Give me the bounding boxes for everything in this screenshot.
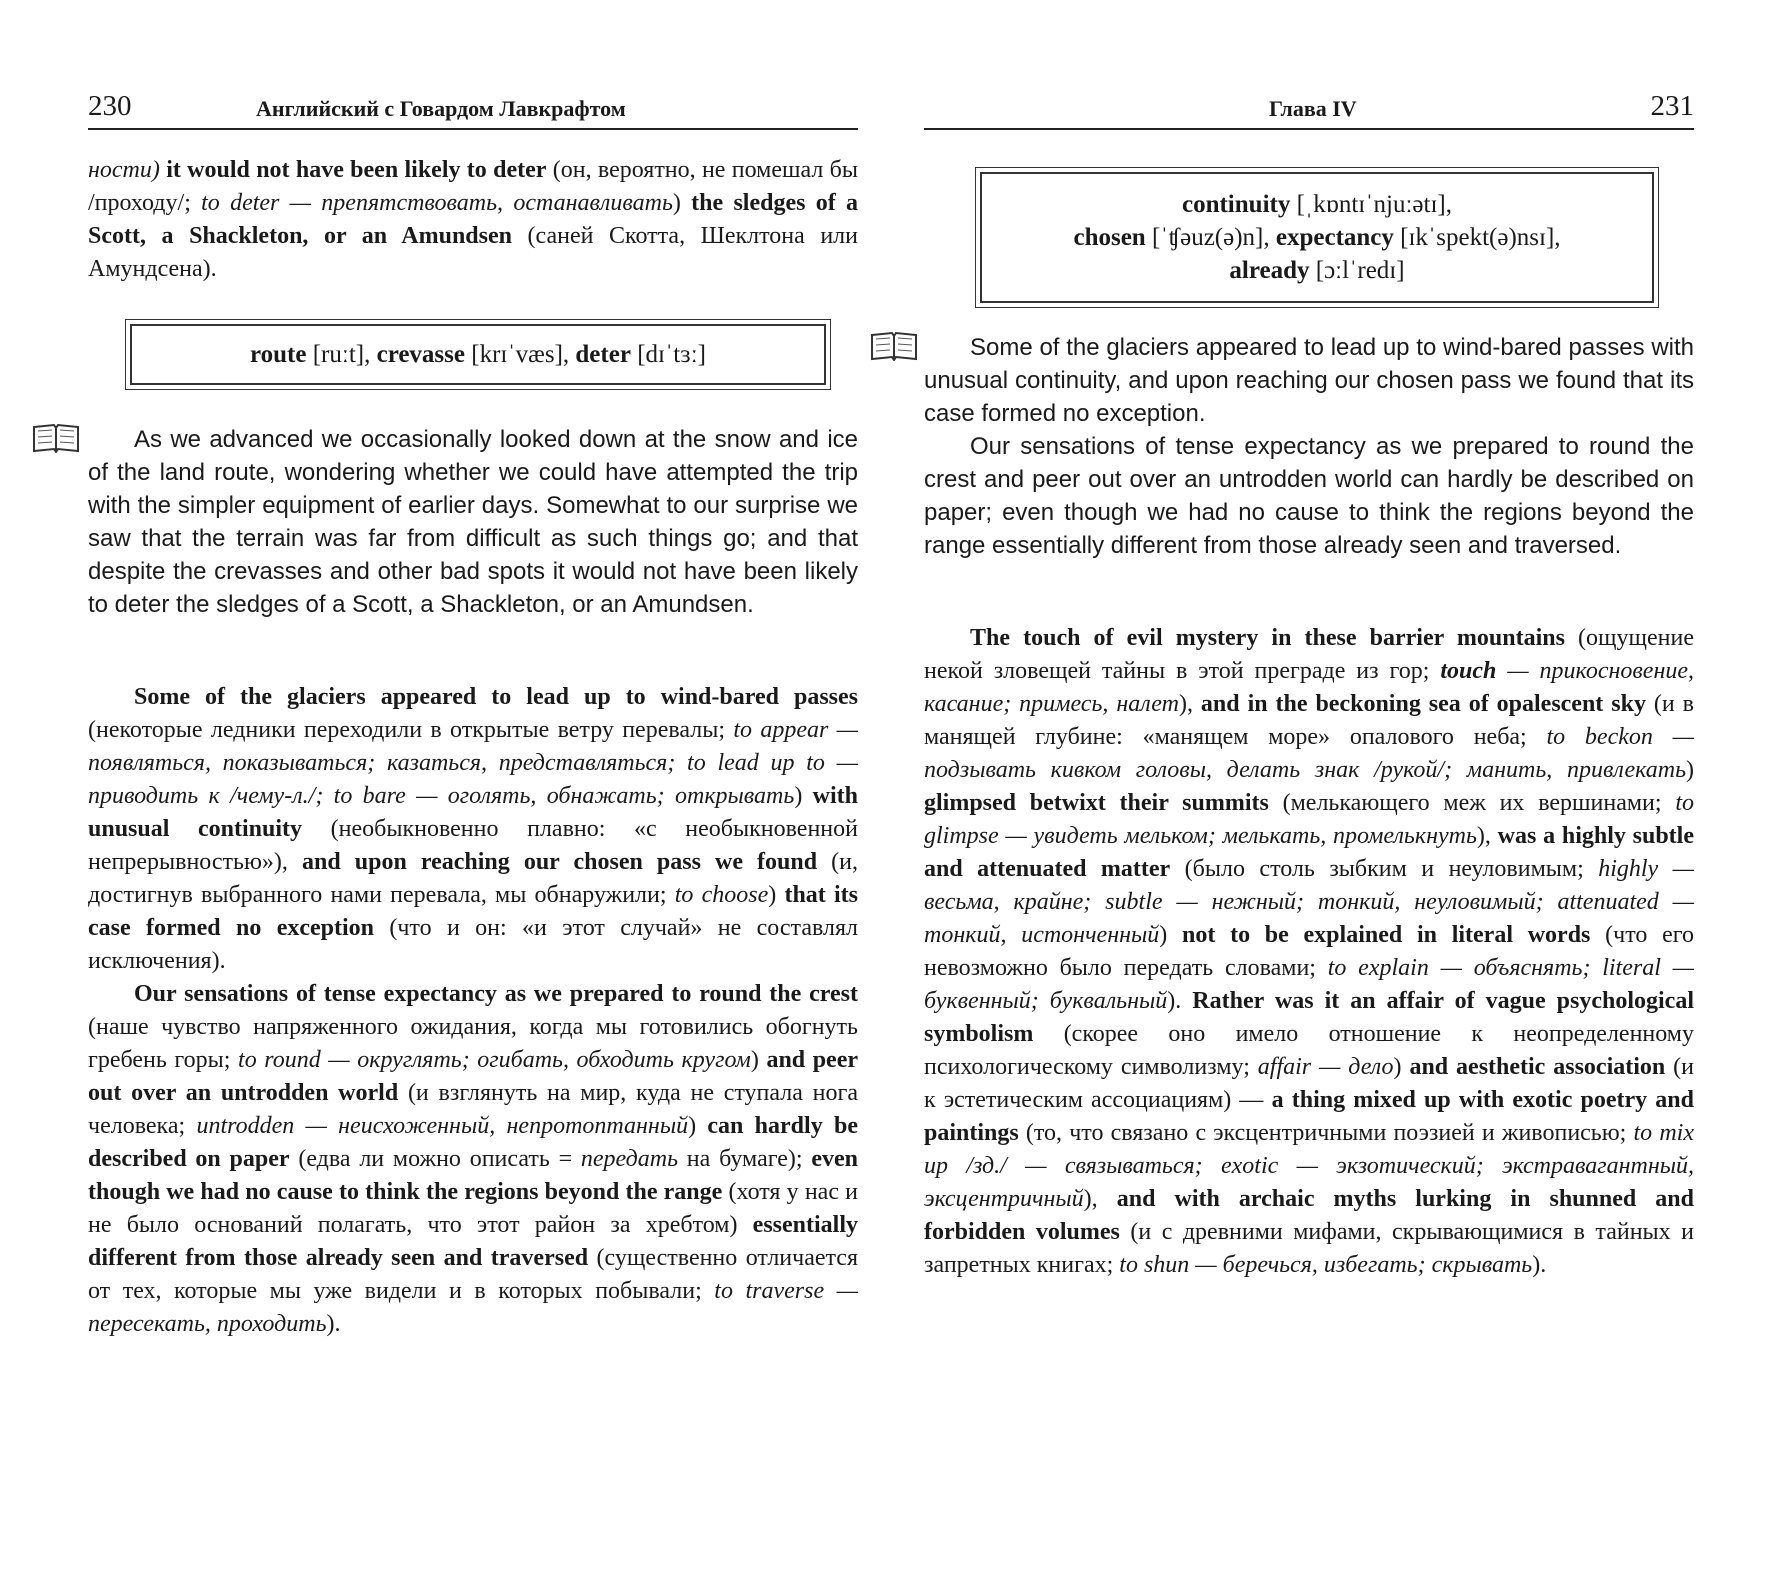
vocab-word: deter <box>575 341 631 368</box>
commentary-translation: (и в манящей глубине: «манящем море» опалового неба; <box>924 691 1695 750</box>
commentary-gloss: to round — округлять; огибать, обходить кругом <box>238 1047 751 1073</box>
commentary-translation: (то, что связано с эксцентричными поэзией и живописью; <box>1018 1120 1634 1146</box>
commentary-gloss: to shun — беречься, избегать; скрывать <box>1119 1252 1533 1278</box>
commentary-gloss: передать <box>580 1146 679 1172</box>
commentary-phrase: essentially different from those already seen and traversed <box>88 1212 858 1271</box>
commentary-translation: ), <box>1083 1186 1117 1212</box>
vocabulary-box <box>130 324 826 385</box>
commentary-gloss: — прикосновение, касание; примесь, налет <box>924 658 1695 717</box>
commentary-gloss: untrodden — неисхоженный, непротоптанный <box>196 1113 689 1139</box>
running-title: Английский с Говардом Лавкрафтом <box>256 96 626 121</box>
reading-block <box>924 331 1694 562</box>
commentary-translation: (наше чувство напряженного ожидания, когда мы готовились обогнуть гребень горы; <box>88 1014 858 1073</box>
commentary-translation: ) <box>1393 1054 1410 1080</box>
commentary-translation: ). <box>1167 988 1193 1014</box>
commentary-gloss: ности) <box>88 157 160 183</box>
commentary-paragraph <box>88 681 858 978</box>
commentary-paragraph <box>924 622 1694 1282</box>
vocab-transcription: [ˌkɒntɪˈnjuːətɪ], <box>1290 191 1452 218</box>
commentary-phrase: and aesthetic association <box>1409 1054 1666 1080</box>
open-book-icon <box>870 331 918 361</box>
commentary-translation: ) <box>794 783 813 809</box>
commentary-paragraph <box>88 978 858 1341</box>
commentary-gloss: to choose <box>674 882 769 908</box>
vocab-transcription: [ruːt], <box>306 341 377 368</box>
commentary-translation: ) <box>672 190 681 216</box>
commentary-phrase: and upon reaching our chosen pass we found <box>301 849 818 875</box>
commentary-phrase: the sledges of a Scott, a Shackleton, or an Amundsen <box>88 190 858 249</box>
commentary-translation: ). <box>326 1311 341 1337</box>
vocab-word: crevasse <box>376 341 465 368</box>
vocab-word: route <box>249 341 307 368</box>
open-book-icon <box>32 423 80 453</box>
commentary-phrase: and with archaic myths lurking in shunned and forbidden volumes <box>924 1186 1694 1245</box>
right-page <box>924 80 1694 1282</box>
commentary-phrase: Some of the glaciers appeared to lead up to wind-bared passes <box>134 684 858 710</box>
commentary-translation: ) <box>1159 922 1182 948</box>
commentary-phrase: and in the beckoning sea of opalescent sky <box>1200 691 1646 717</box>
commentary-translation: ), <box>1476 823 1498 849</box>
page-header <box>924 80 1694 130</box>
commentary-translation: (необыкновенно плавно: «с необыкновенной непрерывностью»), <box>88 816 858 875</box>
original-text: Some of the glaciers appeared to lead up to wind-bared passes with unusual continuity, and upon reaching our chosen pass we found that its case formed no exception. <box>924 334 1694 427</box>
commentary-gloss: touch <box>1440 658 1497 684</box>
commentary-translation: ). <box>1532 1252 1547 1278</box>
commentary-phrase: a thing mixed up with exotic poetry and paintings <box>924 1087 1695 1146</box>
commentary-phrase: glimpsed betwixt their summits <box>924 790 1269 816</box>
commentary-phrase: Rather was it an affair of vague psychological symbolism <box>924 988 1695 1047</box>
commentary-gloss: to appear — появляться, показываться; казаться, представляться; to lead up to — приводить к /чему-л./; to bare — оголять, обнажать; открывать <box>88 717 858 809</box>
left-page <box>88 80 858 1341</box>
commentary-translation: ) <box>1686 757 1694 783</box>
original-text: As we advanced we occasionally looked down at the snow and ice of the land route, wondering whether we could have attempted the trip with the simpler equipment of earlier days. Somewhat to our surprise we saw that the terrain was far from difficult as such things go; and that despite the crevasses and other bad spots it would not have been likely to deter the sledges of a Scott, a Shackleton, or an Amundsen. <box>88 426 858 618</box>
commentary-phrase: Our sensations of tense expectancy as we prepared to round the crest <box>134 981 858 1007</box>
vocab-transcription: [ɔːlˈredɪ] <box>1309 257 1405 284</box>
commentary-translation: (что и он: «и этот случай» не составлял исключения). <box>88 915 858 974</box>
commentary-translation: (хотя у нас и не было оснований полагать, что этот район за хребтом) <box>88 1179 859 1238</box>
commentary-translation: (существенно отличается от тех, которые мы уже видели и в которых побывали; <box>88 1245 858 1304</box>
commentary-translation: (мелькающего меж их вершинами; <box>1268 790 1676 816</box>
commentary-gloss: to beckon — подзывать кивком головы, делать знак /рукой/; манить, привлекать <box>924 724 1694 783</box>
commentary-translation: (и к эстетическим ассоциациям) — <box>924 1054 1695 1113</box>
vocabulary-box <box>980 172 1654 303</box>
vocab-word: chosen <box>1073 224 1146 251</box>
commentary-translation: (едва ли можно описать = <box>289 1146 581 1172</box>
commentary-translation: (было столь зыбким и неуловимым; <box>1170 856 1599 882</box>
commentary-translation: (саней Скотта, Шеклтона или Амундсена). <box>88 223 858 282</box>
commentary-translation: (и, достигнув выбранного нами перевала, мы обнаружили; <box>88 849 859 908</box>
vocab-transcription: [ɪkˈspekt(ə)nsɪ], <box>1393 224 1561 251</box>
commentary-translation: ) <box>688 1113 708 1139</box>
commentary-phrase: was a highly subtle and attenuated matter <box>924 823 1694 882</box>
commentary-gloss: highly — весьма, крайне; subtle — нежный; тонкий, неуловимый; attenuated — тонкий, истонченный <box>924 856 1695 948</box>
commentary-phrase: that its case formed no exception <box>88 882 858 941</box>
commentary-phrase: The touch of evil mystery in these barrier mountains <box>970 625 1565 651</box>
page-number: 231 <box>1650 90 1694 122</box>
commentary-phrase: with unusual continuity <box>88 783 858 842</box>
page-header <box>88 80 858 130</box>
commentary-translation: на бумаге); <box>678 1146 812 1172</box>
commentary-phrase: it would not have been likely to deter <box>159 157 547 183</box>
commentary-gloss: to deter — препятствовать, останавливать <box>201 190 673 216</box>
commentary-phrase: and peer out over an untrodden world <box>88 1047 859 1106</box>
vocab-word: continuity <box>1181 191 1291 218</box>
commentary-translation: ) <box>768 882 785 908</box>
commentary-translation: (он, вероятно, не помешал бы /проходу/; <box>88 157 858 216</box>
commentary-translation: (некоторые ледники переходили в открытые ветру перевалы; <box>88 717 734 743</box>
commentary-gloss: to traverse — пересекать, проходить <box>88 1278 858 1337</box>
commentary-translation: (и с древними мифами, скрывающимися в тайных и запретных книгах; <box>924 1219 1695 1278</box>
commentary-gloss: to mix up /зд./ — связываться; exotic — экзотический; экстравагантный, эксцентричный <box>924 1120 1694 1212</box>
running-title: Глава IV <box>1269 96 1357 121</box>
commentary-translation: (что его невозможно было передать словами; <box>924 922 1695 981</box>
commentary-phrase: not to be explained in literal words <box>1182 922 1591 948</box>
commentary-translation: ), <box>1178 691 1201 717</box>
reading-block <box>88 423 858 621</box>
vocab-transcription: [dɪˈtɜː] <box>630 341 706 368</box>
commentary-translation: (скорее оно имело отношение к неопределенному психологическому символизму; <box>924 1021 1694 1080</box>
commentary-gloss: to glimpse — увидеть мельком; мелькать, промелькнуть <box>924 790 1694 849</box>
original-text: Our sensations of tense expectancy as we prepared to round the crest and peer out over an untrodden world can hardly be described on paper; even though we had no cause to think the regions beyond the range essentially different from those already seen and traversed. <box>924 433 1694 559</box>
commentary-gloss: to explain — объяснять; literal — буквенный; буквальный <box>924 955 1694 1014</box>
commentary-paragraph <box>88 154 858 286</box>
vocab-word: already <box>1229 257 1310 284</box>
commentary-phrase: can hardly be described on paper <box>88 1113 858 1172</box>
vocab-word: expectancy <box>1275 224 1394 251</box>
vocab-transcription: [krɪˈvæs], <box>465 341 576 368</box>
commentary-translation: (и взглянуть на мир, куда не ступала нога человека; <box>88 1080 858 1139</box>
commentary-gloss: affair — дело <box>1257 1054 1394 1080</box>
vocab-transcription: [ˈʧəuz(ə)n], <box>1145 224 1276 251</box>
commentary-translation: (ощущение некой зловещей тайны в этой преграде из гор; <box>924 625 1694 684</box>
commentary-phrase: even though we had no cause to think the regions beyond the range <box>88 1146 858 1205</box>
commentary-translation: ) <box>750 1047 767 1073</box>
page-number: 230 <box>88 90 132 122</box>
